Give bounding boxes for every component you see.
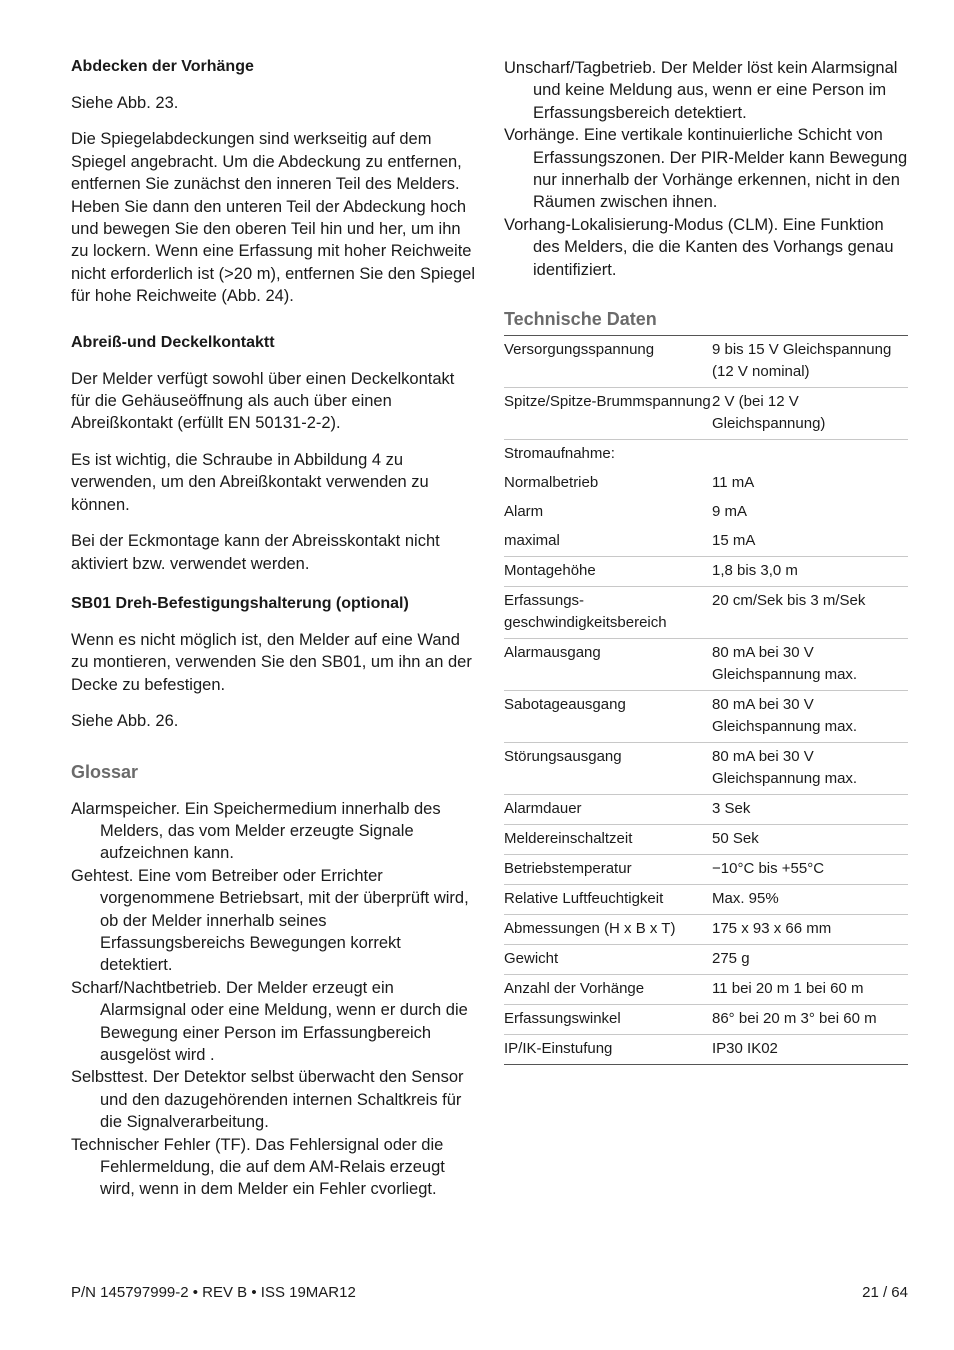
footer-part-number: P/N 145797999-2 • REV B • ISS 19MAR12 <box>71 1284 356 1301</box>
right-column <box>504 57 908 1065</box>
table-row <box>504 1035 908 1065</box>
spec-label: Anzahl der Vorhänge <box>504 975 712 1005</box>
spec-label: Alarm <box>504 503 544 521</box>
table-row <box>504 639 908 691</box>
paragraph: Der Melder verfügt sowohl über einen Deckelkontakt für die Gehäuseöffnung als auch über einen Abreißkontakt (erfüllt EN 50131-2-2). <box>71 369 455 433</box>
section-title-glossar: Glossar <box>71 761 139 782</box>
table-row <box>504 915 908 945</box>
section-title-tech: Technische Daten <box>504 309 657 330</box>
spec-label: Alarmdauer <box>504 795 712 825</box>
spec-label: Meldereinschaltzeit <box>504 825 712 855</box>
paragraph: Wenn es nicht möglich ist, den Melder auf eine Wand zu montieren, verwenden Sie den SB01, um ihn an der Decke zu befestigen. <box>71 630 472 694</box>
spec-value: 2 V (bei 12 V Gleichspannung) <box>712 388 908 440</box>
spec-label: Gewicht <box>504 945 712 975</box>
table-row <box>504 469 908 498</box>
spec-value: Max. 95% <box>712 885 908 915</box>
paragraph: Es ist wichtig, die Schraube in Abbildung 4 zu verwenden, um den Abreißkontakt verwenden zu können. <box>71 450 429 514</box>
table-row <box>504 1005 908 1035</box>
spec-label: Abmessungen (H x B x T) <box>504 915 712 945</box>
spec-value: 11 bei 20 m 1 bei 60 m <box>712 975 908 1005</box>
spec-value <box>712 440 908 470</box>
table-row <box>504 975 908 1005</box>
glossary-list <box>71 798 475 1201</box>
spec-value: 80 mA bei 30 V Gleichspannung max. <box>712 639 908 691</box>
spec-value: 3 Sek <box>712 795 908 825</box>
glossary-list-continued <box>504 57 908 281</box>
paragraph: Siehe Abb. 26. <box>71 712 179 731</box>
glossary-entry: Technischer Fehler (TF). Das Fehlersignal oder die Fehlermeldung, die auf dem AM-Relais erzeugt wird, wenn in dem Melder ein Fehler cvorliegt. <box>71 1135 445 1199</box>
spec-value: 50 Sek <box>712 825 908 855</box>
table-row <box>504 336 908 388</box>
spec-value: 9 mA <box>712 503 748 521</box>
spec-label: Betriebstemperatur <box>504 855 712 885</box>
table-row <box>504 691 908 743</box>
tech-data-table <box>504 335 908 1065</box>
glossary-entry: Unscharf/Tagbetrieb. Der Melder löst kein Alarmsignal und keine Meldung aus, wenn er eine Person im Erfassungsbereich detektiert. <box>504 59 898 122</box>
table-row <box>504 743 908 795</box>
table-row <box>504 440 908 470</box>
spec-value: 1,8 bis 3,0 m <box>712 557 908 587</box>
spec-label: Normalbetrieb <box>504 474 599 492</box>
spec-label: Erfassungswinkel <box>504 1005 712 1035</box>
table-row <box>504 557 908 587</box>
spec-value: 86° bei 20 m 3° bei 60 m <box>712 1005 908 1035</box>
paragraph: Bei der Eckmontage kann der Abreisskontakt nicht aktiviert bzw. verwendet werden. <box>71 532 440 573</box>
spec-label: Versorgungsspannung <box>504 336 712 388</box>
table-row <box>504 498 908 527</box>
spec-value: 175 x 93 x 66 mm <box>712 915 908 945</box>
glossary-entry: Alarmspeicher. Ein Speichermedium innerhalb des Melders, das vom Melder erzeugte Signale aufzeichnen kann. <box>71 799 441 863</box>
spec-label: Relative Luftfeuchtigkeit <box>504 885 712 915</box>
spec-value: 20 cm/Sek bis 3 m/Sek <box>712 587 908 639</box>
spec-value: 11 mA <box>712 474 755 492</box>
glossary-entry: Gehtest. Eine vom Betreiber oder Errichter vorgenommene Betriebsart, mit der überprüft wird, ob der Melder innerhalb seines Erfassungsbereichs Bewegungen korrekt detektiert. <box>71 866 469 975</box>
table-row <box>504 388 908 440</box>
spec-value: 275 g <box>712 945 908 975</box>
spec-label: Erfassungs-geschwindigkeitsbereich <box>504 587 712 639</box>
spec-label: Spitze/Spitze-Brummspannung <box>504 388 712 440</box>
spec-value: −10°C bis +55°C <box>712 855 908 885</box>
spec-value: IP30 IK02 <box>712 1035 908 1065</box>
table-row <box>504 825 908 855</box>
spec-value: 15 mA <box>712 527 908 557</box>
table-row <box>504 945 908 975</box>
heading-abdecken: Abdecken der Vorhänge <box>71 58 254 75</box>
glossary-entry: Scharf/Nachtbetrieb. Der Melder erzeugt ein Alarmsignal oder eine Meldung, wenn er durch die Bewegung einer Person im Erfassungbereich ausgelöst wird . <box>71 978 468 1064</box>
glossary-entry: Vorhang-Lokalisierung-Modus (CLM). Eine Funktion des Melders, die die Kanten des Vorhangs genau identifiziert. <box>504 215 894 279</box>
spec-label: maximal <box>504 527 712 557</box>
table-row <box>504 587 908 639</box>
spec-value: 9 bis 15 V Gleichspannung (12 V nominal) <box>712 336 908 388</box>
left-column <box>71 56 475 1201</box>
paragraph: Siehe Abb. 23. <box>71 94 179 112</box>
heading-sb01: SB01 Dreh-Befestigungshalterung (optional) <box>71 594 409 612</box>
spec-label: Störungsausgang <box>504 743 712 795</box>
spec-label: Sabotageausgang <box>504 691 712 743</box>
footer-page-number: 21 / 64 <box>862 1284 908 1301</box>
table-row <box>504 527 908 557</box>
table-row <box>504 855 908 885</box>
spec-value: 80 mA bei 30 V Gleichspannung max. <box>712 743 908 795</box>
spec-value: 80 mA bei 30 V Gleichspannung max. <box>712 691 908 743</box>
spec-label: Stromaufnahme: <box>504 445 615 463</box>
table-row <box>504 795 908 825</box>
spec-label: Alarmausgang <box>504 639 712 691</box>
glossary-entry: Vorhänge. Eine vertikale kontinuierliche Schicht von Erfassungszonen. Der PIR-Melder kann Bewegung nur innerhalb der Vorhänge erkennen, nicht in den Räumen zwischen ihnen. <box>504 126 908 212</box>
heading-abreiss: Abreiß-und Deckelkontaktt <box>71 333 275 351</box>
spec-label: IP/IK-Einstufung <box>504 1035 712 1065</box>
table-row <box>504 885 908 915</box>
glossary-entry: Selbsttest. Der Detektor selbst überwacht den Sensor und den dazugehörenden internen Schaltkreis für die Signalverarbeitung. <box>71 1068 464 1132</box>
paragraph: Die Spiegelabdeckungen sind werkseitig auf dem Spiegel angebracht. Um die Abdeckung zu entfernen, entfernen Sie zunächst den inneren Teil des Melders. Heben Sie dann den unteren Teil der Abdeckung hoch und bewegen Sie den oberen Teil hin und her, um ihn zu lockern. Wenn eine Erfassung mit hoher Reichweite nicht erforderlich ist (>20 m), entfernen Sie den Spiegel für hohe Reichweite (Abb. 24). <box>71 130 476 306</box>
spec-label: Montagehöhe <box>504 557 712 587</box>
